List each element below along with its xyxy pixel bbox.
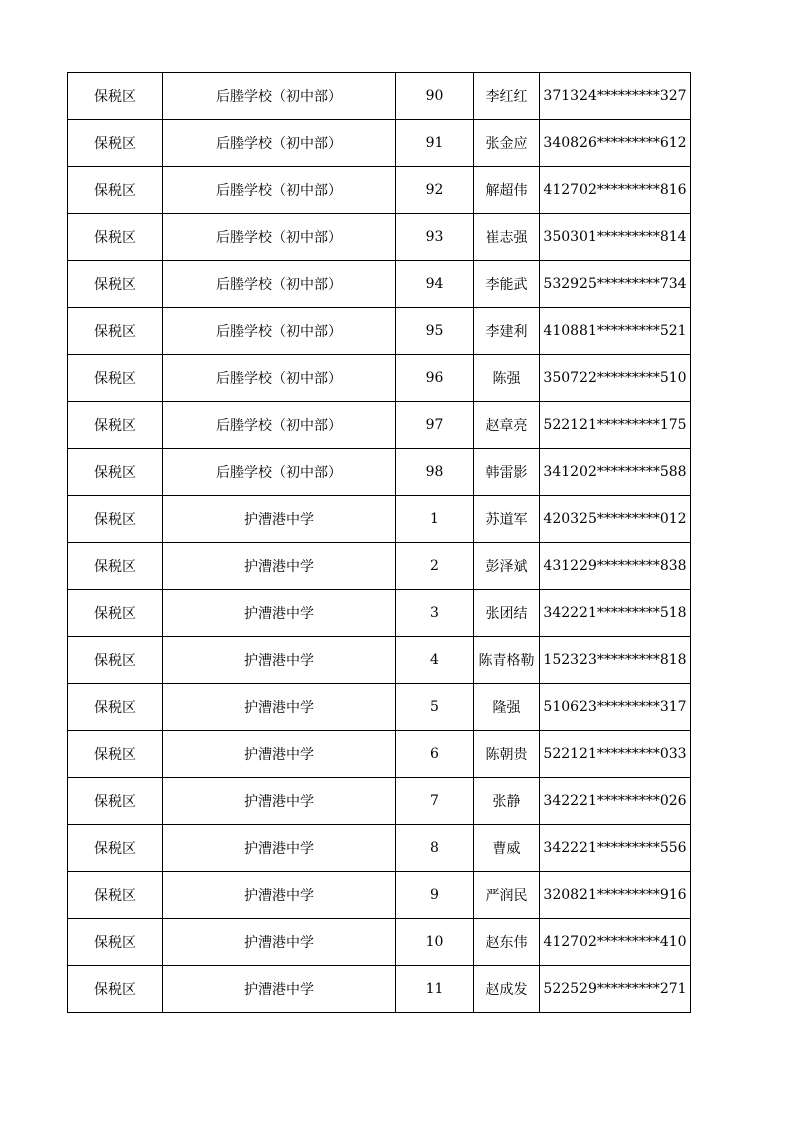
table-row <box>68 590 691 637</box>
id-cell: 532925*********734 <box>540 261 691 308</box>
school-cell: 后塍学校（初中部） <box>163 308 396 355</box>
id-cell: 340826*********612 <box>540 120 691 167</box>
id-cell: 522121*********033 <box>540 731 691 778</box>
school-cell: 护漕港中学 <box>163 872 396 919</box>
school-cell: 后塍学校（初中部） <box>163 214 396 261</box>
school-cell: 后塍学校（初中部） <box>163 120 396 167</box>
table-row <box>68 966 691 1013</box>
id-cell: 152323*********818 <box>540 637 691 684</box>
table-row <box>68 261 691 308</box>
school-cell: 护漕港中学 <box>163 543 396 590</box>
school-cell: 后塍学校（初中部） <box>163 261 396 308</box>
name-cell: 张静 <box>474 778 540 825</box>
table-row <box>68 449 691 496</box>
name-cell: 李能武 <box>474 261 540 308</box>
number-cell: 10 <box>396 919 474 966</box>
table-row <box>68 402 691 449</box>
table-row <box>68 543 691 590</box>
name-cell: 李建利 <box>474 308 540 355</box>
number-cell: 92 <box>396 167 474 214</box>
school-cell: 护漕港中学 <box>163 590 396 637</box>
roster-table-body <box>68 73 691 1013</box>
number-cell: 8 <box>396 825 474 872</box>
table-row <box>68 73 691 120</box>
school-cell: 后塍学校（初中部） <box>163 73 396 120</box>
school-cell: 护漕港中学 <box>163 684 396 731</box>
table-row <box>68 825 691 872</box>
school-cell: 护漕港中学 <box>163 778 396 825</box>
school-cell: 护漕港中学 <box>163 731 396 778</box>
name-cell: 韩雷影 <box>474 449 540 496</box>
number-cell: 1 <box>396 496 474 543</box>
name-cell: 赵章亮 <box>474 402 540 449</box>
district-cell: 保税区 <box>68 543 163 590</box>
id-cell: 350722*********510 <box>540 355 691 402</box>
table-row <box>68 731 691 778</box>
number-cell: 4 <box>396 637 474 684</box>
id-cell: 341202*********588 <box>540 449 691 496</box>
table-row <box>68 684 691 731</box>
id-cell: 320821*********916 <box>540 872 691 919</box>
number-cell: 93 <box>396 214 474 261</box>
table-row <box>68 355 691 402</box>
number-cell: 3 <box>396 590 474 637</box>
name-cell: 陈强 <box>474 355 540 402</box>
name-cell: 赵东伟 <box>474 919 540 966</box>
id-cell: 412702*********410 <box>540 919 691 966</box>
number-cell: 90 <box>396 73 474 120</box>
number-cell: 97 <box>396 402 474 449</box>
id-cell: 342221*********556 <box>540 825 691 872</box>
name-cell: 隆强 <box>474 684 540 731</box>
district-cell: 保税区 <box>68 167 163 214</box>
district-cell: 保税区 <box>68 590 163 637</box>
table-row <box>68 637 691 684</box>
table-row <box>68 872 691 919</box>
name-cell: 曹威 <box>474 825 540 872</box>
table-row <box>68 496 691 543</box>
name-cell: 李红红 <box>474 73 540 120</box>
district-cell: 保税区 <box>68 120 163 167</box>
id-cell: 420325*********012 <box>540 496 691 543</box>
name-cell: 严润民 <box>474 872 540 919</box>
name-cell: 彭泽斌 <box>474 543 540 590</box>
district-cell: 保税区 <box>68 966 163 1013</box>
number-cell: 95 <box>396 308 474 355</box>
number-cell: 91 <box>396 120 474 167</box>
id-cell: 431229*********838 <box>540 543 691 590</box>
name-cell: 解超伟 <box>474 167 540 214</box>
name-cell: 张金应 <box>474 120 540 167</box>
number-cell: 11 <box>396 966 474 1013</box>
name-cell: 崔志强 <box>474 214 540 261</box>
number-cell: 96 <box>396 355 474 402</box>
table-row <box>68 919 691 966</box>
name-cell: 张团结 <box>474 590 540 637</box>
school-cell: 护漕港中学 <box>163 496 396 543</box>
id-cell: 342221*********026 <box>540 778 691 825</box>
id-cell: 522529*********271 <box>540 966 691 1013</box>
table-row <box>68 167 691 214</box>
table-row <box>68 308 691 355</box>
district-cell: 保税区 <box>68 778 163 825</box>
district-cell: 保税区 <box>68 684 163 731</box>
district-cell: 保税区 <box>68 825 163 872</box>
id-cell: 371324*********327 <box>540 73 691 120</box>
table-row <box>68 214 691 261</box>
name-cell: 苏道军 <box>474 496 540 543</box>
school-cell: 后塍学校（初中部） <box>163 167 396 214</box>
school-cell: 护漕港中学 <box>163 919 396 966</box>
name-cell: 赵成发 <box>474 966 540 1013</box>
district-cell: 保税区 <box>68 402 163 449</box>
school-cell: 护漕港中学 <box>163 825 396 872</box>
number-cell: 98 <box>396 449 474 496</box>
district-cell: 保税区 <box>68 73 163 120</box>
id-cell: 350301*********814 <box>540 214 691 261</box>
id-cell: 510623*********317 <box>540 684 691 731</box>
district-cell: 保税区 <box>68 496 163 543</box>
district-cell: 保税区 <box>68 637 163 684</box>
school-cell: 护漕港中学 <box>163 637 396 684</box>
district-cell: 保税区 <box>68 872 163 919</box>
district-cell: 保税区 <box>68 308 163 355</box>
roster-table <box>67 72 691 1013</box>
district-cell: 保税区 <box>68 261 163 308</box>
number-cell: 2 <box>396 543 474 590</box>
district-cell: 保税区 <box>68 449 163 496</box>
id-cell: 410881*********521 <box>540 308 691 355</box>
name-cell: 陈朝贵 <box>474 731 540 778</box>
number-cell: 6 <box>396 731 474 778</box>
district-cell: 保税区 <box>68 919 163 966</box>
school-cell: 后塍学校（初中部） <box>163 402 396 449</box>
id-cell: 522121*********175 <box>540 402 691 449</box>
number-cell: 5 <box>396 684 474 731</box>
id-cell: 412702*********816 <box>540 167 691 214</box>
name-cell: 陈青格勒 <box>474 637 540 684</box>
number-cell: 94 <box>396 261 474 308</box>
school-cell: 护漕港中学 <box>163 966 396 1013</box>
school-cell: 后塍学校（初中部） <box>163 449 396 496</box>
district-cell: 保税区 <box>68 214 163 261</box>
table-row <box>68 120 691 167</box>
number-cell: 7 <box>396 778 474 825</box>
number-cell: 9 <box>396 872 474 919</box>
table-row <box>68 778 691 825</box>
school-cell: 后塍学校（初中部） <box>163 355 396 402</box>
district-cell: 保税区 <box>68 355 163 402</box>
district-cell: 保税区 <box>68 731 163 778</box>
id-cell: 342221*********518 <box>540 590 691 637</box>
